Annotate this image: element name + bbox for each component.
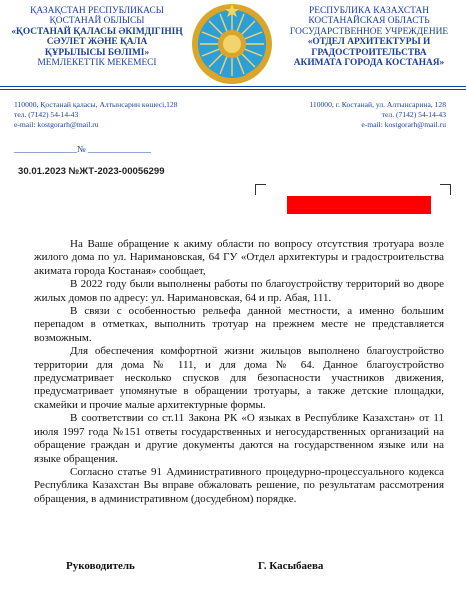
body-paragraph-2: В 2022 году были выполнены работы по благоустройству территорий во дворе жилых домов по адресу: ул. Наримановская, 64 и пр. Абая, 111. xyxy=(34,278,444,304)
header-divider-top xyxy=(0,86,466,87)
address-right xyxy=(309,100,446,130)
address-right-email: e-mail: kostgorarh@mail.ru xyxy=(361,120,446,129)
letter-body xyxy=(34,238,444,506)
address-left-email: e-mail: kostgorarh@mail.ru xyxy=(14,120,99,129)
body-paragraph-5: В соответствии со ст.11 Закона РК «О языках в Республике Казахстан» от 11 июля 1997 года №151 ответы государственных и негосударственных организаций на обращение граждан и другие документы даются на государственном языке или на языке обращения. xyxy=(34,412,444,465)
addressee-corner-right xyxy=(440,184,451,195)
signatory-name: Г. Касыбаева xyxy=(258,560,324,572)
body-paragraph-6: Согласно статье 91 Административного процедурно-процессуального кодекса Республика Казахстан Вы вправе обжаловать решение, по результатам рассмотрения обращения, в административном (досудебном) порядке. xyxy=(34,465,444,505)
header-right-country: РЕСПУБЛИКА КАЗАХСТАН xyxy=(309,6,429,16)
header-left xyxy=(8,6,186,68)
header-left-region: ҚОСТАНАЙ ОБЛЫСЫ xyxy=(49,16,145,27)
address-right-street: 110000, г. Костанай, ул. Алтынсарина, 128 xyxy=(309,100,446,109)
address-right-phone: тел. (7142) 54-14-43 xyxy=(381,110,446,119)
body-paragraph-1: На Ваше обращение к акиму области по вопросу отсутствия тротуара возле жилого дома по ул. Наримановская, 64 ГУ «Отдел архитектуры и градостроительства акимата города Костаная» сообщает, xyxy=(34,238,444,277)
header-right-region: КОСТАНАЙСКАЯ ОБЛАСТЬ xyxy=(308,16,430,27)
state-emblem-icon xyxy=(190,2,274,86)
redacted-addressee xyxy=(287,196,431,214)
signatory-role: Руководитель xyxy=(66,560,135,572)
header-left-org-line3: ҚҰРЫЛЫСЫ БӨЛІМІ» xyxy=(44,47,150,58)
header-left-org-type: МЕМЛЕКЕТТІК МЕКЕМЕСІ xyxy=(37,58,157,69)
header-right xyxy=(278,6,460,68)
header-left-org-line2: СӘУЛЕТ ЖӘНЕ ҚАЛА xyxy=(46,37,148,48)
registration-number: 30.01.2023 №ЖТ-2023-00056299 xyxy=(18,166,165,177)
registration-line: ______________№ ______________ xyxy=(14,144,151,154)
address-left-phone: тел. (7142) 54-14-43 xyxy=(14,110,79,119)
header-right-org-line1: «ОТДЕЛ АРХИТЕКТУРЫ И xyxy=(307,37,431,48)
body-paragraph-3: В связи с особенностью рельефа данной местности, а именно большим перепадом в отметках, выполнить тротуар на прежнем месте не представляется возможным. xyxy=(34,305,444,344)
addressee-corner-left xyxy=(255,184,266,195)
header-divider-bottom xyxy=(0,89,466,90)
body-paragraph-4: Для обеспечения комфортной жизни жильцов выполнено благоустройство территории для дома № 111, и для дома № 64. Данное благоустройство предусматривает несколько спусков для безопасности участников движения, предусматривает упомянутые в обращении тротуары, а также детские площадки, скамейки и прочие малые архитектурные формы. xyxy=(34,345,444,411)
header-left-org-line1: «ҚОСТАНАЙ ҚАЛАСЫ ӘКІМДІГІНІҢ xyxy=(11,26,183,37)
address-left-street: 110000, Қостанай қаласы, Алтынсарин көшесі,128 xyxy=(14,100,178,109)
header-right-org-line3: АКИМАТА ГОРОДА КОСТАНАЯ» xyxy=(293,58,445,69)
header-left-country: ҚАЗАҚСТАН РЕСПУБЛИКАСЫ xyxy=(30,6,164,16)
header-right-org-type: ГОСУДАРСТВЕННОЕ УЧРЕЖДЕНИЕ xyxy=(289,26,449,37)
address-left xyxy=(14,100,178,130)
header-right-org-line2: ГРАДОСТРОИТЕЛЬСТВА xyxy=(311,47,427,58)
